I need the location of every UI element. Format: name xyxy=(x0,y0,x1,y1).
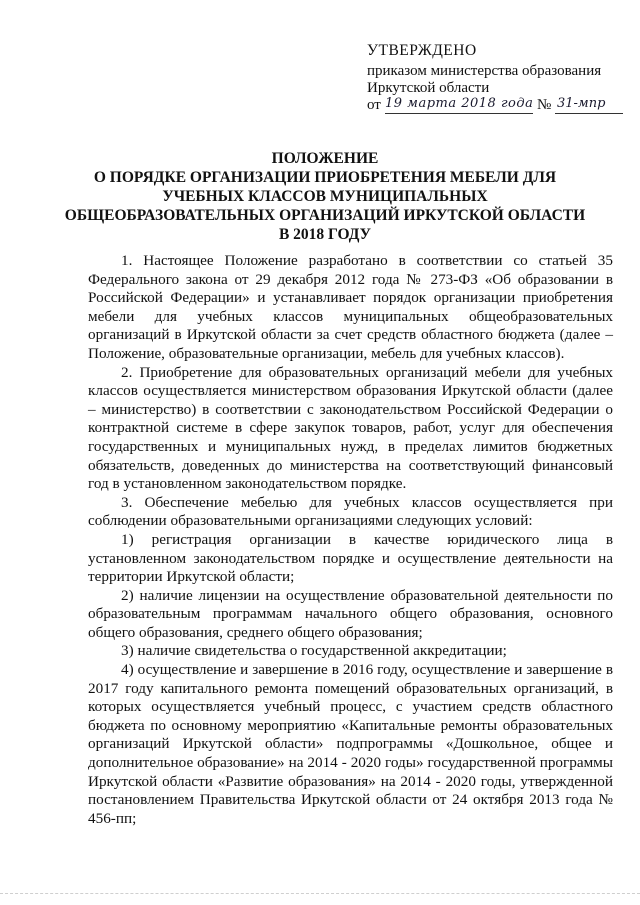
date-prefix: от xyxy=(367,97,381,113)
scan-edge-divider xyxy=(0,893,640,895)
number-underline xyxy=(555,113,623,114)
title-line-3: УЧЕБНЫХ КЛАССОВ МУНИЦИПАЛЬНЫХ xyxy=(162,188,488,205)
title-line-4: ОБЩЕОБРАЗОВАТЕЛЬНЫХ ОРГАНИЗАЦИЙ ИРКУТСКОЙ ОБЛАСТИ xyxy=(64,207,586,224)
number-prefix: № xyxy=(537,97,552,113)
paragraph-1: 1. Настоящее Положение разработано в соответствии со статьей 35 Федерального закона от 29 декабря 2012 года № 273-ФЗ «Об образовании в Российской Федерации» и устанавливает порядок организации приобретения мебели для учебных классов муниципальных общеобразовательных организаций в Иркутской области за счет средств областного бюджета (далее – Положение, образовательные организации, мебель для учебных классов). xyxy=(88,252,613,362)
title-line-5: В 2018 ГОДУ xyxy=(278,226,372,243)
title-line-2: О ПОРЯДКЕ ОРГАНИЗАЦИИ ПРИОБРЕТЕНИЯ МЕБЕЛИ ДЛЯ xyxy=(93,169,557,186)
document-body xyxy=(88,252,613,828)
condition-3: 3) наличие свидетельства о государственной аккредитации; xyxy=(121,642,507,660)
approval-title: УТВЕРЖДЕНО xyxy=(367,42,477,59)
paragraph-3: 3. Обеспечение мебелью для учебных классов осуществляется при соблюдении образовательными организациями следующих условий: xyxy=(88,493,613,530)
date-underline xyxy=(385,113,533,114)
title-line-1: ПОЛОЖЕНИЕ xyxy=(271,150,379,167)
paragraph-2: 2. Приобретение для образовательных организаций мебели для учебных классов осуществляется министерством образования Иркутской области (далее – министерство) в соответствии с законодательством Российской Федерации о контрактной системе в сфере закупок товаров, работ, услуг для обеспечения государственных и муниципальных нужд, в пределах лимитов бюджетных обязательств, доведенных до министерства на соответствующий финансовый год в установленном законодательством порядке. xyxy=(88,363,613,493)
handwritten-number: 31-мпр xyxy=(557,96,606,111)
handwritten-date: 19 марта 2018 года xyxy=(385,96,534,111)
condition-4: 4) осуществление и завершение в 2016 году, осуществление и завершение в 2017 году капитального ремонта помещений образовательных организаций, в которых осуществляется учебный процесс, с участием средств областного бюджета по основному мероприятию «Капитальные ремонты образовательных организаций Иркутской области» подпрограммы «Дошкольное, общее и дополнительное образование» на 2014 - 2020 годы» государственной программы Иркутской области «Развитие образования» на 2014 - 2020 годы, утвержденной постановлением Правительства Иркутской области от 24 октября 2013 года № 456-пп; xyxy=(88,661,613,827)
condition-2: 2) наличие лицензии на осуществление образовательной деятельности по образовательным программам начального общего образования, основного общего образования, среднего общего образования; xyxy=(88,586,613,641)
approval-date-number-line xyxy=(367,97,627,117)
document-title xyxy=(60,149,590,244)
approval-region-line: Иркутской области xyxy=(367,80,490,96)
approval-order-line: приказом министерства образования xyxy=(367,63,602,79)
condition-1: 1) регистрация организации в качестве юридического лица в установленном законодательством порядке и осуществление деятельности на территории Иркутской области; xyxy=(88,530,613,586)
approval-block xyxy=(367,42,627,117)
